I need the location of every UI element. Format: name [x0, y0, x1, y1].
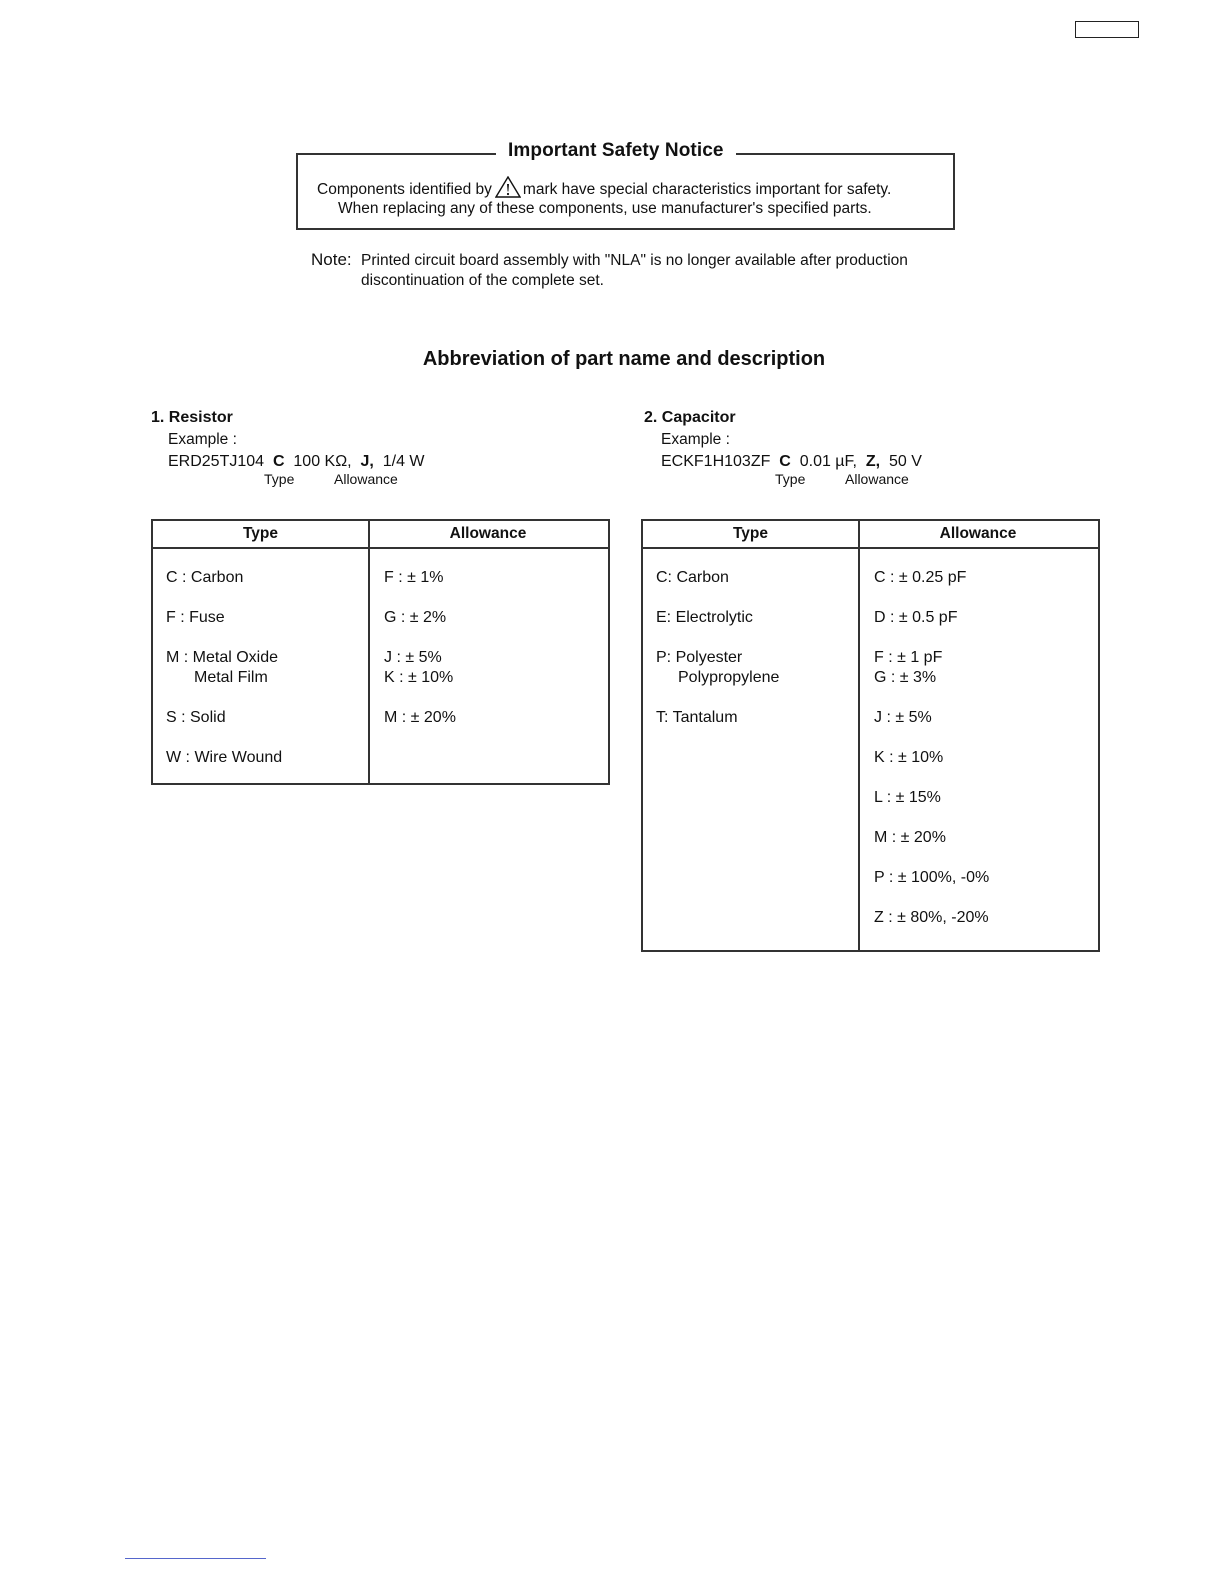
resistor-allowance-caption: Allowance	[334, 471, 398, 487]
resistor-type-item: Metal Film	[194, 669, 268, 686]
resistor-allowance-letter: J,	[360, 453, 374, 470]
resistor-heading: 1. Resistor	[151, 409, 233, 426]
capacitor-example-code	[661, 453, 922, 471]
capacitor-table-header-rule	[641, 547, 1098, 549]
capacitor-type-caption: Type	[775, 471, 806, 487]
capacitor-type-item: T: Tantalum	[656, 709, 738, 726]
resistor-type-item: S : Solid	[166, 709, 226, 726]
warning-triangle-icon	[495, 176, 521, 198]
resistor-type-letter: C	[272, 453, 285, 470]
capacitor-allowance-item: J : ± 5%	[874, 709, 932, 726]
capacitor-allowance-item: D : ± 0.5 pF	[874, 609, 958, 626]
resistor-type-item: C : Carbon	[166, 569, 244, 586]
safety-notice-text-a: Components identified by	[317, 181, 492, 198]
safety-notice-title: Important Safety Notice	[496, 140, 736, 162]
resistor-table-divider	[368, 519, 370, 783]
capacitor-allowance-letter: Z,	[865, 453, 881, 470]
capacitor-col-type: Type	[732, 525, 769, 542]
resistor-code: ERD25TJ104	[168, 453, 265, 470]
resistor-type-item: F : Fuse	[166, 609, 225, 626]
section-heading: Abbreviation of part name and description	[422, 348, 826, 370]
capacitor-table-divider	[858, 519, 860, 950]
capacitor-allowance-caption: Allowance	[845, 471, 909, 487]
capacitor-allowance-item: G : ± 3%	[874, 669, 937, 686]
corner-box	[1075, 21, 1139, 38]
capacitor-rating: 50 V	[888, 453, 922, 470]
resistor-col-allowance: Allowance	[449, 525, 527, 542]
resistor-rating: 1/4 W	[382, 453, 425, 470]
footer-rule	[125, 1558, 266, 1559]
note-label: Note:	[311, 250, 352, 269]
capacitor-code: ECKF1H103ZF	[661, 453, 771, 470]
safety-notice-line-1	[317, 176, 891, 199]
capacitor-heading: 2. Capacitor	[644, 409, 736, 426]
capacitor-col-allowance: Allowance	[939, 525, 1017, 542]
resistor-value: 100 KΩ,	[293, 453, 352, 470]
capacitor-type-item: C: Carbon	[656, 569, 729, 586]
capacitor-allowance-item: F : ± 1 pF	[874, 649, 943, 666]
capacitor-allowance-item: K : ± 10%	[874, 749, 944, 766]
resistor-allowance-item: M : ± 20%	[384, 709, 456, 726]
resistor-allowance-item: K : ± 10%	[384, 669, 454, 686]
safety-notice-line-2: When replacing any of these components, use manufacturer's specified parts.	[338, 200, 872, 217]
resistor-type-caption: Type	[264, 471, 295, 487]
capacitor-allowance-item: P : ± 100%, -0%	[874, 869, 990, 886]
resistor-type-item: W : Wire Wound	[166, 749, 283, 766]
resistor-type-item: M : Metal Oxide	[166, 649, 279, 666]
capacitor-example-label: Example :	[661, 431, 730, 448]
capacitor-allowance-item: C : ± 0.25 pF	[874, 569, 967, 586]
capacitor-type-item: Polypropylene	[678, 669, 780, 686]
resistor-allowance-item: G : ± 2%	[384, 609, 447, 626]
note-line-1: Printed circuit board assembly with "NLA" is no longer available after production	[361, 252, 908, 269]
resistor-example-label: Example :	[168, 431, 237, 448]
capacitor-type-item: E: Electrolytic	[656, 609, 753, 626]
resistor-example-code	[168, 453, 425, 471]
resistor-allowance-item: J : ± 5%	[384, 649, 442, 666]
resistor-col-type: Type	[242, 525, 279, 542]
note-line-2: discontinuation of the complete set.	[361, 272, 604, 289]
resistor-allowance-item: F : ± 1%	[384, 569, 444, 586]
capacitor-allowance-item: L : ± 15%	[874, 789, 941, 806]
safety-notice-text-b: mark have special characteristics important for safety.	[522, 181, 892, 198]
capacitor-type-item: P: Polyester	[656, 649, 743, 666]
capacitor-type-letter: C	[779, 453, 791, 470]
resistor-table-header-rule	[151, 547, 608, 549]
capacitor-allowance-item: M : ± 20%	[874, 829, 946, 846]
capacitor-value: 0.01 µF,	[799, 453, 857, 470]
capacitor-allowance-item: Z : ± 80%, -20%	[874, 909, 989, 926]
